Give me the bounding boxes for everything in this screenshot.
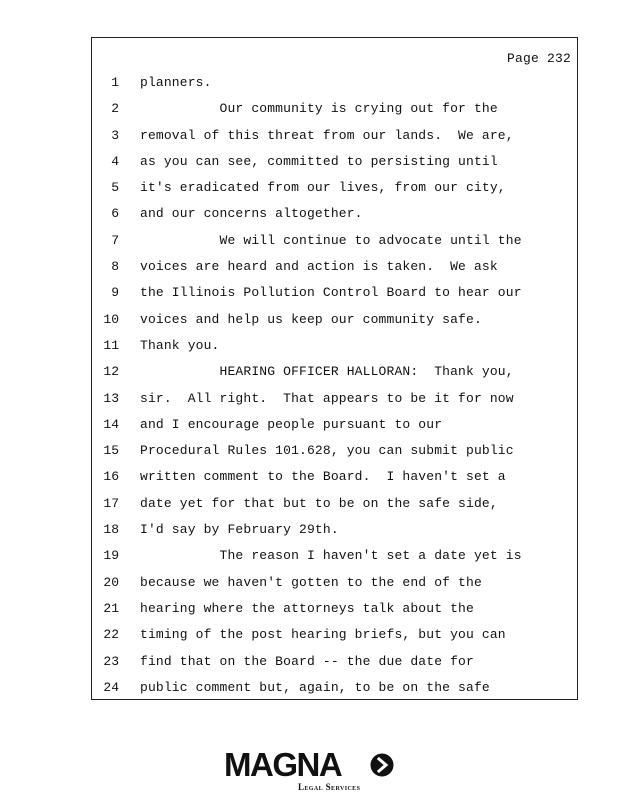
magna-logo [222, 746, 398, 794]
line-text: the Illinois Pollution Control Board to hear our [140, 285, 522, 301]
logo-wordmark: MAGNA [224, 746, 342, 783]
transcript-line [92, 359, 577, 385]
line-number: 22 [103, 627, 119, 643]
line-number: 16 [103, 469, 119, 485]
line-number: 10 [103, 311, 119, 327]
line-number: 1 [111, 75, 119, 90]
line-text: sir. All right. That appears to be it for now [140, 390, 514, 406]
transcript-line [92, 386, 577, 412]
transcript-line [92, 254, 577, 280]
line-text: date yet for that but to be on the safe side, [140, 495, 498, 511]
transcript-line [92, 596, 577, 622]
line-text: removal of this threat from our lands. We are, [140, 127, 514, 143]
line-text: it's eradicated from our lives, from our city, [140, 180, 506, 196]
line-text: HEARING OFFICER HALLORAN: Thank you, [140, 364, 514, 380]
transcript-line [92, 333, 577, 359]
transcript-line [92, 96, 577, 122]
line-text: The reason I haven't set a date yet is [140, 548, 522, 564]
transcript-line [92, 675, 577, 701]
transcript-line [92, 491, 577, 517]
line-text: planners. [140, 75, 212, 90]
line-number: 19 [103, 548, 119, 564]
line-number: 14 [103, 416, 119, 432]
transcript-line [92, 70, 577, 96]
transcript-line [92, 280, 577, 306]
line-number: 3 [111, 127, 119, 143]
line-number: 24 [103, 679, 119, 695]
line-number: 12 [103, 364, 119, 380]
line-text: timing of the post hearing briefs, but you can [140, 627, 506, 643]
line-text: public comment but, again, to be on the safe [140, 679, 490, 695]
transcript-line [92, 149, 577, 175]
line-number: 15 [103, 443, 119, 459]
line-text: and I encourage people pursuant to our [140, 416, 443, 432]
line-text: find that on the Board -- the due date for [140, 653, 474, 669]
transcript-line [92, 622, 577, 648]
transcript-line [92, 412, 577, 438]
transcript-line [92, 464, 577, 490]
line-number: 17 [103, 495, 119, 511]
chevron-right-circle-icon [370, 753, 394, 777]
line-number: 21 [103, 600, 119, 616]
logo-subtitle: Legal Services [298, 782, 361, 792]
line-number: 6 [111, 206, 119, 222]
line-text: and our concerns altogether. [140, 206, 363, 222]
transcript-line [92, 228, 577, 254]
line-text: Thank you. [140, 337, 220, 353]
line-number: 9 [111, 285, 119, 301]
line-number: 23 [103, 653, 119, 669]
line-text: because we haven't gotten to the end of the [140, 574, 482, 590]
transcript-line [92, 543, 577, 569]
line-text: I'd say by February 29th. [140, 522, 339, 538]
line-number: 4 [111, 153, 119, 169]
transcript-line [92, 307, 577, 333]
transcript-line [92, 438, 577, 464]
line-number: 18 [103, 522, 119, 538]
line-text: voices and help us keep our community safe. [140, 311, 482, 327]
line-number: 20 [103, 574, 119, 590]
line-number: 2 [111, 101, 119, 117]
transcript-line [92, 517, 577, 543]
transcript-page [91, 37, 578, 700]
transcript-line [92, 201, 577, 227]
line-number: 7 [111, 232, 119, 248]
transcript-line [92, 570, 577, 596]
line-number: 13 [103, 390, 119, 406]
transcript-line [92, 123, 577, 149]
line-text: written comment to the Board. I haven't set a [140, 469, 506, 485]
transcript-line [92, 175, 577, 201]
transcript-line [92, 649, 577, 675]
page-number: Page 232 [506, 51, 571, 66]
line-text: Our community is crying out for the [140, 101, 498, 117]
transcript-lines [92, 70, 577, 701]
line-text: voices are heard and action is taken. We ask [140, 259, 498, 275]
line-text: as you can see, committed to persisting until [140, 153, 498, 169]
line-text: Procedural Rules 101.628, you can submit public [140, 443, 514, 459]
line-number: 11 [103, 337, 119, 353]
line-number: 8 [111, 259, 119, 275]
line-text: We will continue to advocate until the [140, 232, 522, 248]
line-number: 5 [111, 180, 119, 196]
line-text: hearing where the attorneys talk about the [140, 600, 474, 616]
